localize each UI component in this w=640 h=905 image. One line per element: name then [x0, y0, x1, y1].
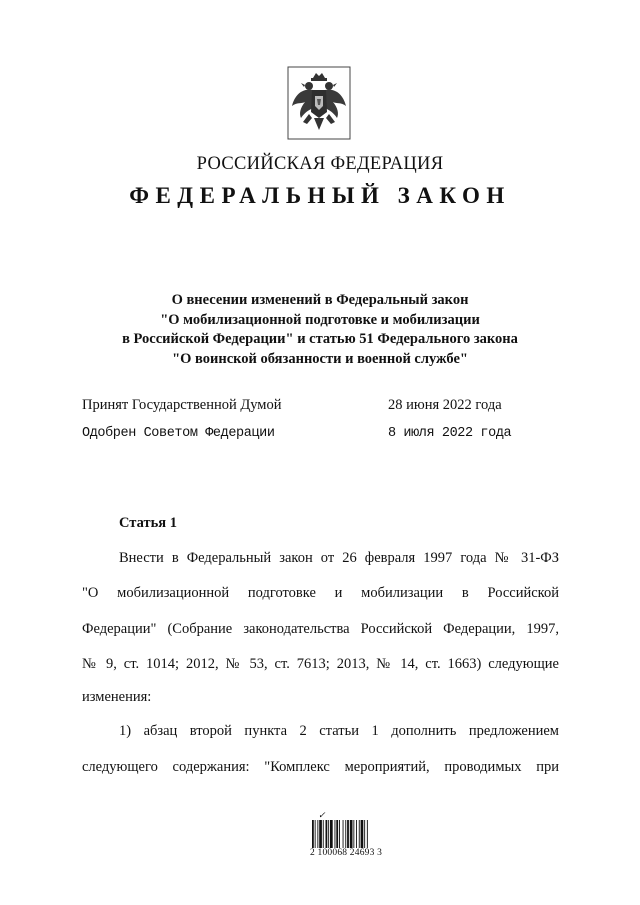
- barcode-bar: [315, 820, 316, 848]
- barcode-bar: [323, 820, 324, 848]
- article-text-line: № 9, ст. 1014; 2012, № 53, ст. 7613; 2013, № 14, ст. 1663) следующие: [82, 656, 559, 672]
- barcode-bar: [343, 820, 344, 848]
- law-title-line: в Российской Федерации" и статью 51 Федерального закона: [122, 331, 518, 347]
- barcode-bar: [356, 820, 357, 848]
- double-headed-eagle-emblem-icon: [287, 66, 351, 140]
- country-name: РОССИЙСКАЯ ФЕДЕРАЦИЯ: [196, 154, 444, 174]
- barcode-bar: [336, 820, 338, 848]
- law-title-line: "О воинской обязанности и военной службе": [172, 350, 468, 367]
- barcode-bar: [319, 820, 322, 848]
- barcode-bar: [317, 820, 318, 848]
- adoption-duma-label: Принят Государственной Думой: [82, 397, 282, 413]
- barcode-bar: [367, 820, 368, 848]
- article-text-line: "О мобилизационной подготовке и мобилизации в Российской: [82, 585, 559, 601]
- article-heading: Статья 1: [119, 515, 177, 531]
- law-title-line: О внесении изменений в Федеральный закон: [171, 292, 469, 308]
- barcode-bar: [361, 820, 364, 848]
- article-text-line: Внести в Федеральный закон от 26 февраля 1997 года № 31-ФЗ: [119, 550, 559, 566]
- barcode-bar: [339, 820, 340, 848]
- adoption-duma-date: 28 июня 2022 года: [388, 397, 502, 413]
- article-text-line: следующего содержания: "Комплекс мероприятий, проводимых при: [82, 759, 559, 775]
- barcode-bar: [326, 820, 328, 848]
- barcode-handwritten-mark: ✓: [318, 810, 326, 820]
- adoption-council-label: Одобрен Советом Федерации: [82, 426, 275, 441]
- law-title: [60, 291, 580, 369]
- article-text-line: изменения:: [82, 689, 152, 705]
- adoption-council-date: 8 июля 2022 года: [388, 426, 512, 441]
- law-title-line: "О мобилизационной подготовке и мобилизации: [160, 311, 480, 328]
- document-type: ФЕДЕРАЛЬНЫЙ ЗАКОН: [129, 183, 511, 208]
- barcode-bar: [312, 820, 314, 848]
- adoption-duma-row: [82, 397, 582, 417]
- barcode-bar: [359, 820, 360, 848]
- barcode-bar: [347, 820, 349, 848]
- barcode-bar: [330, 820, 333, 848]
- adoption-council-row: [82, 426, 582, 446]
- article-text-line: 1) абзац второй пункта 2 статьи 1 дополнить предложением: [119, 723, 559, 739]
- barcode-number: 2 100068 24693 3: [310, 848, 383, 858]
- article-text-line: Федерации" (Собрание законодательства Российской Федерации, 1997,: [82, 621, 559, 637]
- barcode-icon: [312, 820, 390, 848]
- barcode-bar: [353, 820, 354, 848]
- barcode-bar: [364, 820, 365, 848]
- barcode-bar: [350, 820, 353, 848]
- barcode-bar: [345, 820, 346, 848]
- barcode-bar: [328, 820, 329, 848]
- barcode-bar: [335, 820, 336, 848]
